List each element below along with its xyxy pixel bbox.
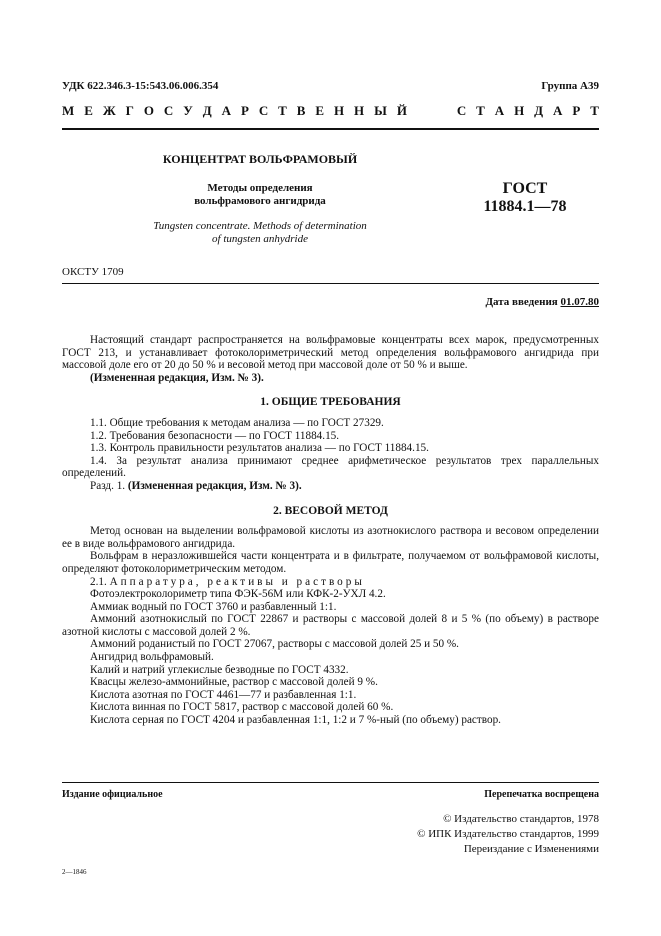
heading-letter: Н — [354, 103, 365, 118]
clause-2-1-number: 2.1. — [90, 575, 107, 588]
clause-1-3: 1.3. Контроль правильности результатов анализа — по ГОСТ 11884.15. — [90, 442, 429, 455]
heading-letter: Ж — [102, 103, 116, 118]
heading-letter: Е — [84, 103, 93, 118]
top-rule — [62, 128, 599, 130]
reagent-item: Аммоний азотнокислый по ГОСТ 22867 и растворы с массовой долей 8 и 5 % (по объему) в растворе азотной кислоты с массовой долей 2 %. — [62, 613, 599, 638]
method-tungsten-note: Вольфрам в неразложившейся части концентрата и в фильтрате, получаемом от вольфрамовой кислоты, определяют фотоколориметрическим методом. — [62, 550, 599, 575]
reagent-item: Калий и натрий углекислые безводные по ГОСТ 4332. — [90, 663, 349, 676]
heading-letter: Р — [572, 103, 581, 118]
intro-paragraph: Настоящий стандарт распространяется на вольфрамовые концентраты всех марок, предусмотренных ГОСТ 213, и устанавливает фотоколориметрический метод определения вольфрамового ангидрида при массовой доле его от 20 до 50 % и весовой метод при массовой доле от 50 % и выше. — [62, 334, 599, 372]
heading-letter: Т — [476, 103, 485, 118]
gost-label: ГОСТ — [502, 180, 548, 197]
reagent-item: Ангидрид вольфрамовый. — [90, 651, 214, 664]
heading-letter: О — [143, 103, 154, 118]
intro-amendment-note: (Измененная редакция, Изм. № 3). — [90, 371, 264, 384]
heading-letter: А — [553, 103, 563, 118]
page-code: 2—1846 — [62, 868, 87, 876]
clause-1-1: 1.1. Общие требования к методам анализа — по ГОСТ 27329. — [90, 416, 384, 429]
reagent-item: Кислота азотная по ГОСТ 4461—77 и разбавленная 1:1. — [90, 688, 357, 701]
reprint-prohibited: Перепечатка воспрещена — [484, 789, 599, 800]
english-title-line-1: Tungsten concentrate. Methods of determination — [153, 220, 367, 232]
heading-letter: Д — [534, 103, 544, 118]
heading-letter: Р — [240, 103, 249, 118]
section-1-note-text: (Измененная редакция, Изм. № 3). — [127, 479, 302, 492]
interstate-standard-heading — [62, 103, 599, 119]
reagent-item: Кислота серная по ГОСТ 4204 и разбавленная 1:1, 1:2 и 7 %-ный (по объему) раствор. — [90, 714, 501, 727]
introduction-date-label: Дата введения — [485, 296, 558, 308]
group-code: Группа А39 — [541, 80, 599, 92]
copyright-1999: © ИПК Издательство стандартов, 1999 — [417, 828, 599, 840]
udk-code: УДК 622.346.3-15:543.06.006.354 — [62, 80, 219, 92]
heading-letter: Т — [278, 103, 287, 118]
heading-letter: С — [456, 103, 467, 118]
heading-letter: Н — [333, 103, 345, 118]
heading-letter: М — [62, 103, 75, 118]
document-body — [62, 334, 599, 727]
gost-code: 11884.1—78 — [483, 198, 567, 215]
heading-letter: Т — [590, 103, 599, 118]
clause-2-1 — [62, 576, 599, 589]
bottom-rule — [62, 782, 599, 783]
heading-letter: Д — [202, 103, 212, 118]
reagent-item: Фотоэлектроколориметр типа ФЭК-56М или КФК-2-УХЛ 4.2. — [90, 588, 386, 601]
copyright-1978: © Издательство стандартов, 1978 — [443, 813, 599, 825]
subtitle-line-1: Методы определения — [207, 182, 313, 194]
reagent-list — [62, 588, 599, 727]
copyright-block — [417, 812, 599, 857]
document-title: КОНЦЕНТРАТ ВОЛЬФРАМОВЫЙ — [162, 152, 358, 166]
official-edition: Издание официальное — [62, 789, 163, 800]
section-1-amendment-note — [62, 480, 599, 493]
reagent-item: Аммиак водный по ГОСТ 3760 и разбавленный 1:1. — [90, 600, 337, 613]
introduction-date — [485, 296, 599, 308]
clause-1-4: 1.4. За результат анализа принимают среднее арифметическое результатов трех параллельных определений. — [62, 454, 599, 480]
heading-letter: Ы — [374, 103, 387, 118]
middle-rule — [62, 283, 599, 284]
section-1-heading: 1. ОБЩИЕ ТРЕБОВАНИЯ — [260, 396, 401, 409]
reagent-item: Квасцы железо-аммонийные, раствор с массовой долей 9 %. — [90, 676, 378, 689]
heading-letter: А — [221, 103, 231, 118]
clause-2-1-title: Аппаратура, реактивы и растворы — [109, 575, 365, 588]
heading-gap — [417, 103, 447, 119]
heading-letter: У — [183, 103, 193, 118]
heading-letter: Е — [315, 103, 325, 118]
english-title-line-2: of tungsten anhydride — [212, 233, 308, 245]
heading-letter: С — [258, 103, 269, 118]
section-1-note-prefix: Разд. 1. — [90, 479, 126, 492]
reissue-note: Переиздание с Изменениями — [463, 843, 599, 855]
english-title — [130, 220, 390, 246]
oks-code: ОКСТУ 1709 — [62, 266, 124, 278]
introduction-date-value: 01.07.80 — [560, 296, 599, 308]
section-2-heading: 2. ВЕСОВОЙ МЕТОД — [273, 504, 388, 517]
clause-1-2: 1.2. Требования безопасности — по ГОСТ 11884.15. — [90, 429, 340, 442]
reagent-item: Кислота винная по ГОСТ 5817, раствор с массовой долей 60 %. — [90, 701, 394, 714]
heading-letter: А — [494, 103, 505, 118]
document-subtitle — [140, 182, 380, 208]
heading-letter: В — [296, 103, 306, 118]
heading-letter: Н — [514, 103, 525, 118]
subtitle-line-2: вольфрамового ангидрида — [194, 195, 326, 207]
heading-letter: С — [163, 103, 174, 118]
reagent-item: Аммоний роданистый по ГОСТ 27067, растворы с массовой долей 25 и 50 %. — [90, 638, 459, 651]
gost-number — [470, 180, 580, 216]
heading-letter: Г — [125, 103, 134, 118]
heading-letter: Й — [396, 103, 407, 118]
method-principle: Метод основан на выделении вольфрамовой кислоты из азотнокислого раствора и весовом определении ее в виде вольфрамового ангидрида. — [62, 525, 599, 550]
